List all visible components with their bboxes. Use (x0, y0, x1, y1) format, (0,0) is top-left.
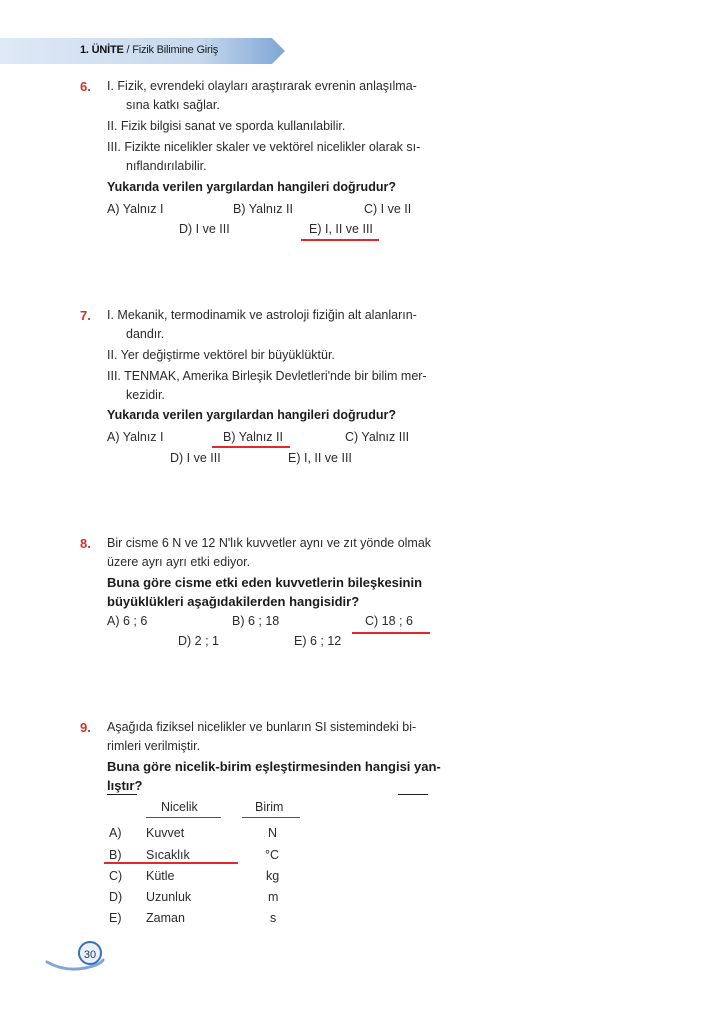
underline-listir (107, 794, 137, 795)
row-unit: kg (266, 869, 280, 883)
row-unit: s (270, 911, 277, 925)
row-quantity: Zaman (146, 911, 185, 925)
option-b[interactable]: B) Yalnız II (223, 430, 283, 444)
statement-3: III. Fizikte nicelikler skaler ve vektörel nicelikler olarak sı- (107, 140, 421, 154)
answer-underline (352, 632, 430, 634)
answer-underline (212, 446, 290, 448)
statement-3: III. TENMAK, Amerika Birleşik Devletleri'nde bir bilim mer- (107, 369, 427, 383)
row-quantity: Uzunluk (146, 890, 192, 904)
statement-1: Aşağıda fiziksel nicelikler ve bunların SI sistemindeki bi- (107, 720, 417, 734)
option-b[interactable]: B) 6 ; 18 (232, 614, 280, 628)
statement-3-cont: nıflandırılabilir. (126, 159, 207, 173)
option-e[interactable]: E) 6 ; 12 (294, 634, 342, 648)
answer-underline (301, 239, 379, 241)
unit-label: 1. ÜNİTE (80, 44, 124, 56)
question-number: 6. (80, 79, 91, 94)
option-d[interactable]: D) I ve III (170, 451, 221, 465)
statement-1-cont: sına katkı sağlar. (126, 98, 220, 112)
header-rule-birim (242, 817, 300, 818)
column-header-nicelik: Nicelik (161, 800, 198, 814)
statement-1-cont: rimleri verilmiştir. (107, 739, 201, 753)
statement-2: II. Fizik bilgisi sanat ve sporda kullanılabilir. (107, 119, 346, 133)
option-c[interactable]: C) 18 ; 6 (365, 614, 413, 628)
option-c[interactable]: C) I ve II (364, 202, 412, 216)
header-rule-nicelik (146, 817, 221, 818)
option-c[interactable]: C) Yalnız III (345, 430, 410, 444)
option-d[interactable]: D) I ve III (179, 222, 230, 236)
option-d[interactable]: D) 2 ; 1 (178, 634, 219, 648)
statement-1: Bir cisme 6 N ve 12 N'lık kuvvetler aynı ve zıt yönde olmak (107, 536, 432, 550)
question-stem-cont: lıştır? (107, 778, 143, 793)
row-letter[interactable]: A) (109, 826, 122, 840)
question-number: 7. (80, 308, 91, 323)
underline-yan (398, 794, 428, 795)
row-letter[interactable]: B) (109, 848, 122, 862)
question-stem: Buna göre cisme etki eden kuvvetlerin bileşkesinin (107, 575, 423, 590)
option-a[interactable]: A) 6 ; 6 (107, 614, 148, 628)
question-number: 8. (80, 536, 91, 551)
row-letter[interactable]: E) (109, 911, 122, 925)
row-quantity: Kütle (146, 869, 175, 883)
statement-3-cont: kezidir. (126, 388, 165, 402)
row-letter[interactable]: C) (109, 869, 123, 883)
row-unit: m (268, 890, 279, 904)
statement-2: II. Yer değiştirme vektörel bir büyüklüktür. (107, 348, 335, 362)
row-letter[interactable]: D) (109, 890, 123, 904)
option-a[interactable]: A) Yalnız I (107, 202, 164, 216)
answer-underline (104, 862, 238, 864)
row-quantity: Kuvvet (146, 826, 185, 840)
question-stem: Buna göre nicelik-birim eşleştirmesinden hangisi yan- (107, 759, 441, 774)
statement-1: I. Mekanik, termodinamik ve astroloji fiziğin alt alanların- (107, 308, 417, 322)
question-stem-cont: büyüklükleri aşağıdakilerden hangisidir? (107, 594, 360, 609)
page-number: 30 (78, 941, 102, 965)
row-quantity: Sıcaklık (146, 848, 190, 862)
statement-1: I. Fizik, evrendeki olayları araştırarak evrenin anlaşılma- (107, 79, 417, 93)
unit-header (80, 44, 218, 56)
row-unit: °C (265, 848, 280, 862)
section-label: / Fizik Bilimine Giriş (123, 44, 219, 56)
option-e[interactable]: E) I, II ve III (288, 451, 352, 465)
question-stem: Yukarıda verilen yargılardan hangileri doğrudur? (107, 408, 396, 422)
option-a[interactable]: A) Yalnız I (107, 430, 164, 444)
statement-1-cont: üzere ayrı ayrı etki ediyor. (107, 555, 251, 569)
question-stem: Yukarıda verilen yargılardan hangileri doğrudur? (107, 180, 396, 194)
option-b[interactable]: B) Yalnız II (233, 202, 293, 216)
option-e[interactable]: E) I, II ve III (309, 222, 373, 236)
row-unit: N (268, 826, 278, 840)
column-header-birim: Birim (255, 800, 284, 814)
statement-1-cont: dandır. (126, 327, 165, 341)
question-number: 9. (80, 720, 91, 735)
